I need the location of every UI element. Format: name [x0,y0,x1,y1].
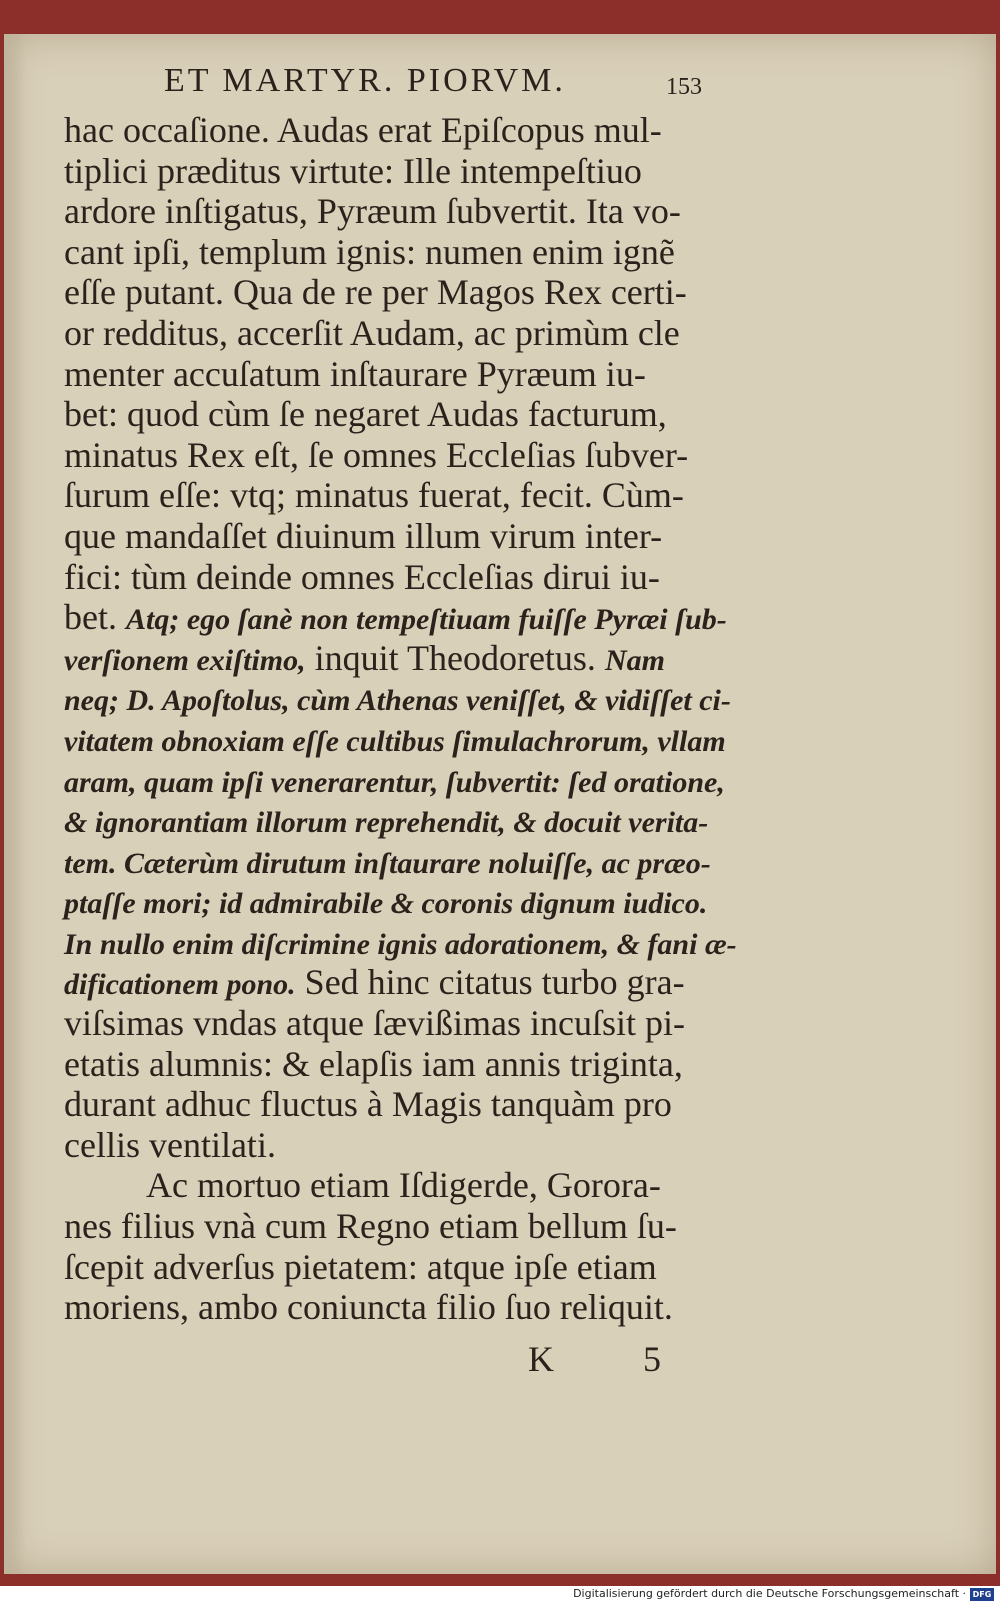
roman-text: Ac mortuo etiam Iſdigerde, Gorora- [146,1165,661,1206]
roman-text: bet. [64,597,126,638]
text-line [64,881,744,922]
text-line [64,760,744,801]
text-line [64,151,744,192]
text-line [64,557,744,598]
italic-quotation: tem. Cæterùm dirutum inſtaurare noluiſſe, ac præo- [64,846,711,880]
italic-quotation: dificationem pono. [64,968,296,1002]
roman-text: eſſe putant. Qua de re per Magos Rex certi- [64,272,687,313]
page-gutter-shadow [4,34,26,1574]
roman-text: hac occaſione. Audas erat Epiſcopus mul- [64,110,662,150]
text-line [64,1125,744,1166]
book-page [4,34,996,1574]
text-line [64,719,744,760]
roman-text: que mandaſſet diuinum illum virum inter- [64,515,663,556]
funding-credit: Digitalisierung gefördert durch die Deutsche Forschungsgemeinschaft · [573,1587,966,1600]
italic-quotation: & ignorantiam illorum reprehendit, & docuit verita- [64,806,709,840]
text-line [64,191,744,232]
text-line [64,232,744,273]
text-line [64,313,744,354]
roman-text: ardore inſtigatus, Pyræum ſubvertit. Ita vo- [64,191,681,232]
page-number: 153 [666,74,702,100]
text-line [64,394,744,435]
body-text [64,110,744,1328]
italic-quotation: Nam [604,643,665,677]
text-line [64,516,744,557]
roman-text: cant ipſi, templum ignis: numen enim ignẽ [64,231,675,272]
text-line [64,678,744,719]
text-line [64,962,744,1003]
roman-text: etatis alumnis: & elapſis iam annis triginta, [64,1043,683,1084]
roman-text: nes filius vnà cum Regno etiam bellum ſu- [64,1206,677,1247]
text-line [64,435,744,476]
roman-text: tiplici præditus virtute: Ille intempeſtiuo [64,150,642,191]
roman-text: or redditus, accerſit Audam, ac primùm cle [64,312,680,353]
italic-quotation: ptaſſe mori; id admirabile & coronis dignum iudico. [64,887,708,921]
text-line [64,110,744,151]
text-line [64,272,744,313]
roman-text: moriens, ambo coniuncta filio ſuo reliquit. [64,1287,673,1328]
roman-text: menter accuſatum inſtaurare Pyræum iu- [64,353,646,394]
roman-text: fici: tùm deinde omnes Eccleſias dirui iu- [64,556,660,597]
roman-text: ſcepit adverſus pietatem: atque ipſe etiam [64,1246,657,1287]
roman-text: bet: quod cùm ſe negaret Audas facturum, [64,394,667,435]
text-line [64,1084,744,1125]
text-line [64,475,744,516]
italic-quotation: Atq; ego ſanè non tempeſtiuam fuiſſe Pyræi ſub- [125,603,727,637]
running-head [4,58,996,108]
text-line [64,922,744,963]
italic-quotation: In nullo enim diſcrimine ignis adorationem, & fani æ- [64,927,737,961]
roman-text: cellis ventilati. [64,1124,276,1165]
digitization-footer [0,1586,1000,1605]
text-line [64,597,744,638]
text-line [64,841,744,882]
italic-quotation: verſionem exiſtimo, [64,643,306,677]
roman-text: minatus Rex eſt, ſe omnes Eccleſias ſubver- [64,434,689,475]
text-line [64,638,744,679]
text-line [64,354,744,395]
roman-text: Sed hinc citatus turbo gra- [295,962,685,1003]
text-line [64,1165,744,1206]
roman-text: viſsimas vndas atque ſævißimas incuſsit pi- [64,1003,685,1044]
text-line [64,800,744,841]
running-title: ET MARTYR. PIORVM. [164,62,566,99]
text-line [64,1206,744,1247]
signature-mark: K 5 [528,1339,701,1379]
text-line [64,1003,744,1044]
italic-quotation: aram, quam ipſi venerarentur, ſubvertit: ſed oratione, [64,765,725,799]
text-line [64,1247,744,1288]
dfg-logo: DFG [970,1588,994,1601]
italic-quotation: vitatem obnoxiam eſſe cultibus ſimulachrorum, vllam [64,724,726,758]
text-line [64,1044,744,1085]
roman-text: durant adhuc fluctus à Magis tanquàm pro [64,1084,672,1125]
roman-text: ſurum eſſe: vtq; minatus fuerat, fecit. Cùm- [64,475,684,516]
roman-text: inquit Theodoretus. [305,637,605,678]
italic-quotation: neq; D. Apoſtolus, cùm Athenas veniſſet, & vidiſſet ci- [64,684,731,718]
text-line [64,1287,744,1328]
